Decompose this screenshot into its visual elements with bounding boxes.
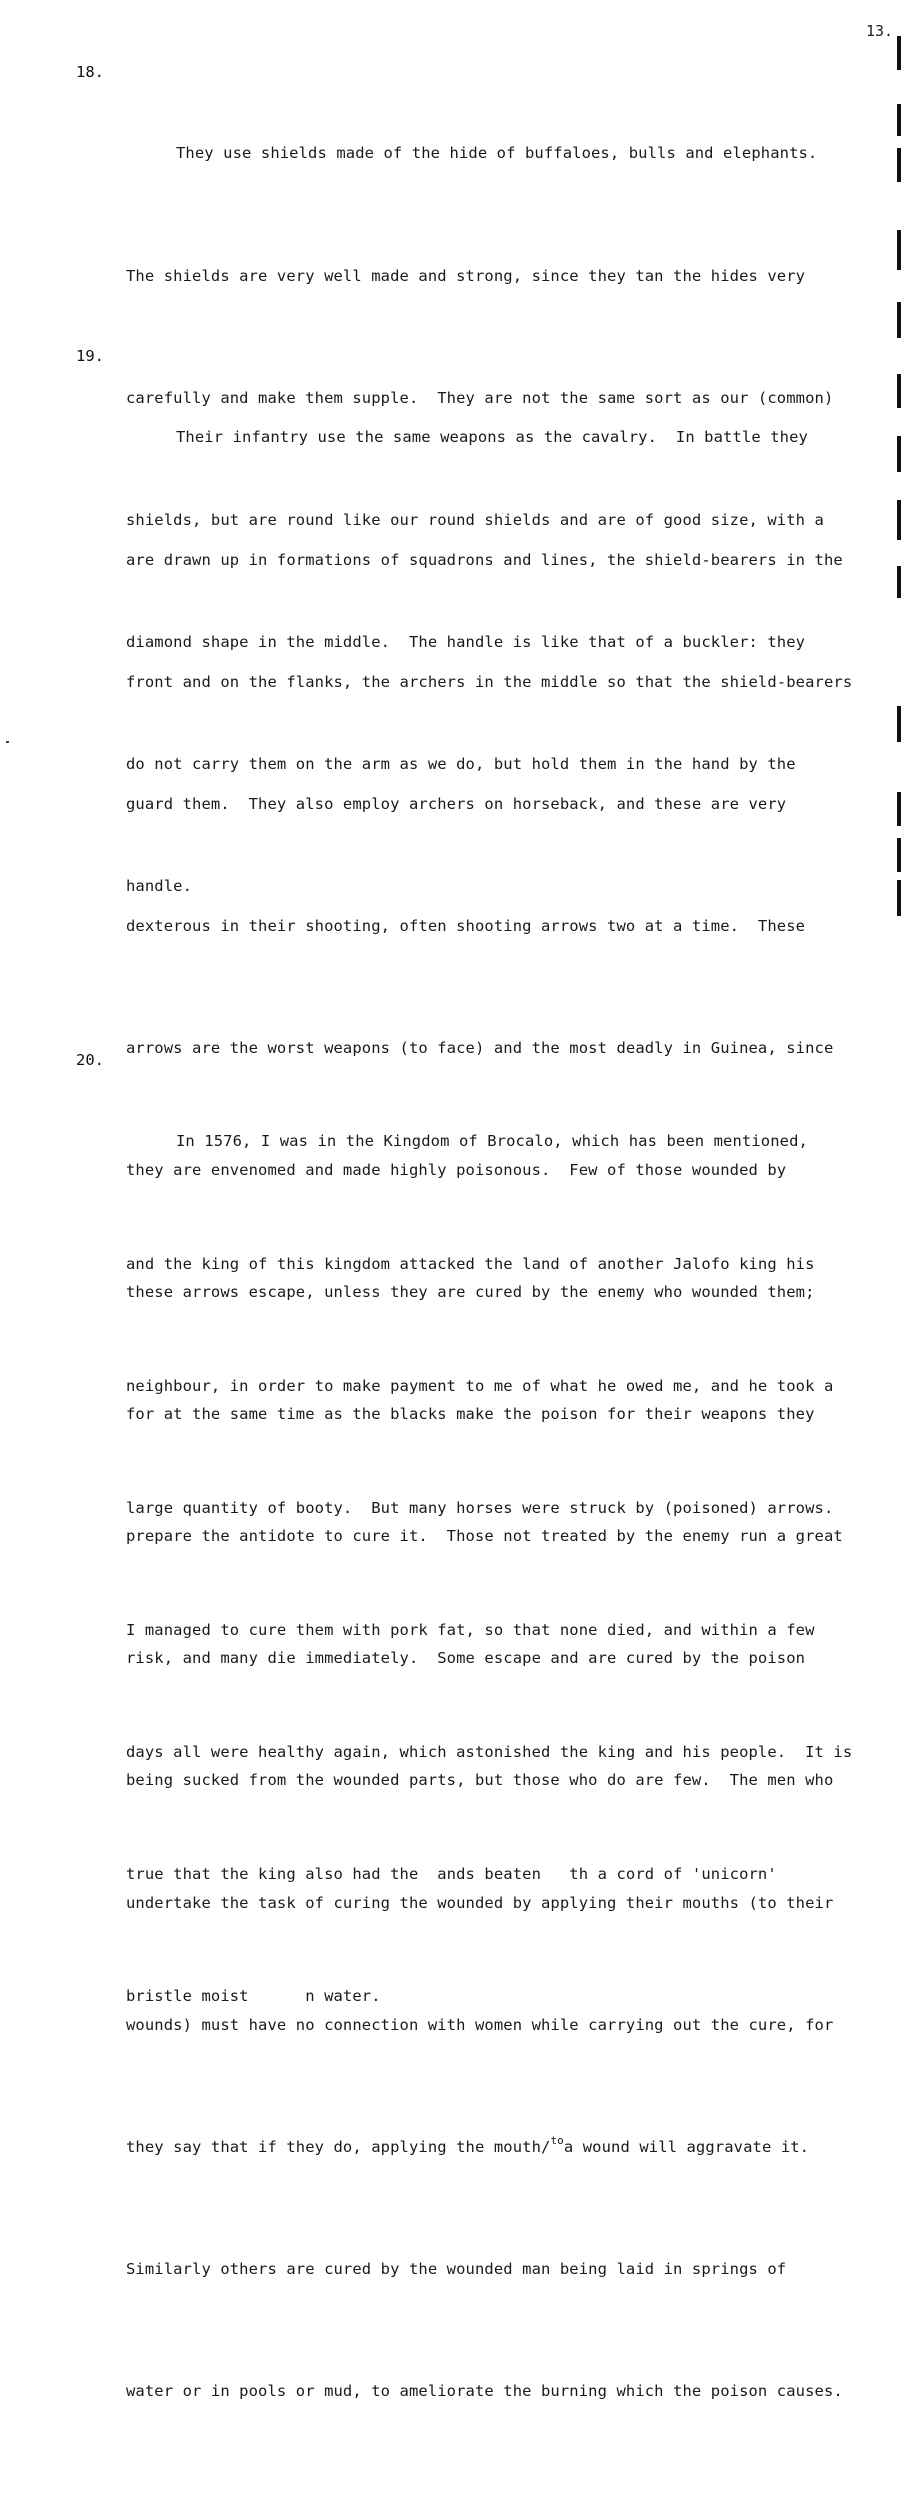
margin-revision-bar xyxy=(897,104,901,136)
page-number: 13. xyxy=(866,22,894,40)
text-line: for at the same time as the blacks make the poison for their weapons they xyxy=(126,1405,815,1424)
margin-revision-bar xyxy=(897,36,901,70)
paragraph-number: 19. xyxy=(76,347,104,365)
stray-mark xyxy=(6,741,9,743)
text-line: They use shields made of the hide of buffaloes, bulls and elephants. xyxy=(176,144,818,163)
margin-revision-bar xyxy=(897,838,901,872)
text-line: wounds) must have no connection with women while carrying out the cure, for xyxy=(126,2015,834,2034)
text-line: Similarly others are cured by the wounded man being laid in springs of xyxy=(126,2259,787,2278)
text-line: they are envenomed and made highly poisonous. Few of those wounded by xyxy=(126,1160,787,1179)
margin-revision-bar xyxy=(897,436,901,472)
text-line: days all were healthy again, which astonished the king and his people. It is xyxy=(126,1742,853,1761)
margin-revision-bar xyxy=(897,148,901,182)
inserted-word: to xyxy=(550,2133,564,2147)
text-line: do not carry them on the arm as we do, but hold them in the hand by the xyxy=(126,754,796,773)
text-line: front and on the flanks, the archers in the middle so that the shield-bearers xyxy=(126,672,853,691)
text-line: water or in pools or mud, to ameliorate the burning which the poison causes. xyxy=(126,2381,843,2400)
text-line: true that the king also had the ands beaten th a cord of 'unicorn' xyxy=(126,1864,777,1883)
text-line: diamond shape in the middle. The handle is like that of a buckler: they xyxy=(126,632,806,651)
text-line: arrows are the worst weapons (to face) and the most deadly in Guinea, since xyxy=(126,1038,834,1057)
text-line: dexterous in their shooting, often shooting arrows two at a time. These xyxy=(126,916,806,935)
margin-revision-bar xyxy=(897,880,901,916)
text-fragment: they say that if they do, applying the mouth/ xyxy=(126,2137,551,2156)
text-line: risk, and many die immediately. Some escape and are cured by the poison xyxy=(126,1649,806,1668)
text-line: In 1576, I was in the Kingdom of Brocalo, which has been mentioned, xyxy=(176,1132,808,1151)
text-line: large quantity of booty. But many horses were struck by (poisoned) arrows. xyxy=(126,1498,834,1517)
text-fragment: a wound will aggravate it. xyxy=(563,2137,810,2156)
text-line: The shields are very well made and strong, since they tan the hides very xyxy=(126,266,806,285)
text-line: bristle moist n water. xyxy=(126,1987,381,2006)
margin-revision-bar xyxy=(897,706,901,742)
margin-revision-bar xyxy=(897,500,901,540)
text-line: neighbour, in order to make payment to me of what he owed me, and he took a xyxy=(126,1376,834,1395)
text-line: prepare the antidote to cure it. Those not treated by the enemy run a great xyxy=(126,1527,843,1546)
paragraph-text xyxy=(126,1040,896,2098)
text-line: and the king of this kingdom attacked the land of another Jalofo king his xyxy=(126,1254,815,1273)
text-line: guard them. They also employ archers on horseback, and these are very xyxy=(126,794,787,813)
text-line: shields, but are round like our round shields and are of good size, with a xyxy=(126,510,824,529)
text-line: being sucked from the wounded parts, but those who do are few. The men who xyxy=(126,1771,834,1790)
paragraph-number: 20. xyxy=(76,1051,104,1069)
margin-revision-bar xyxy=(897,302,901,338)
text-line: these arrows escape, unless they are cured by the enemy who wounded them; xyxy=(126,1283,815,1302)
margin-revision-bar xyxy=(897,566,901,598)
margin-revision-bar xyxy=(897,230,901,270)
margin-revision-bar xyxy=(897,374,901,408)
text-line: are drawn up in formations of squadrons and lines, the shield-bearers in the xyxy=(126,550,843,569)
text-line: Their infantry use the same weapons as the cavalry. In battle they xyxy=(176,428,808,447)
margin-revision-bar xyxy=(897,792,901,826)
text-line xyxy=(126,2127,896,2168)
text-line: I managed to cure them with pork fat, so that none died, and within a few xyxy=(126,1620,815,1639)
paragraph-number: 18. xyxy=(76,63,104,81)
text-line: carefully and make them supple. They are not the same sort as our (common) xyxy=(126,388,834,407)
text-line: undertake the task of curing the wounded by applying their mouths (to their xyxy=(126,1893,834,1912)
text-line: handle. xyxy=(126,876,193,895)
